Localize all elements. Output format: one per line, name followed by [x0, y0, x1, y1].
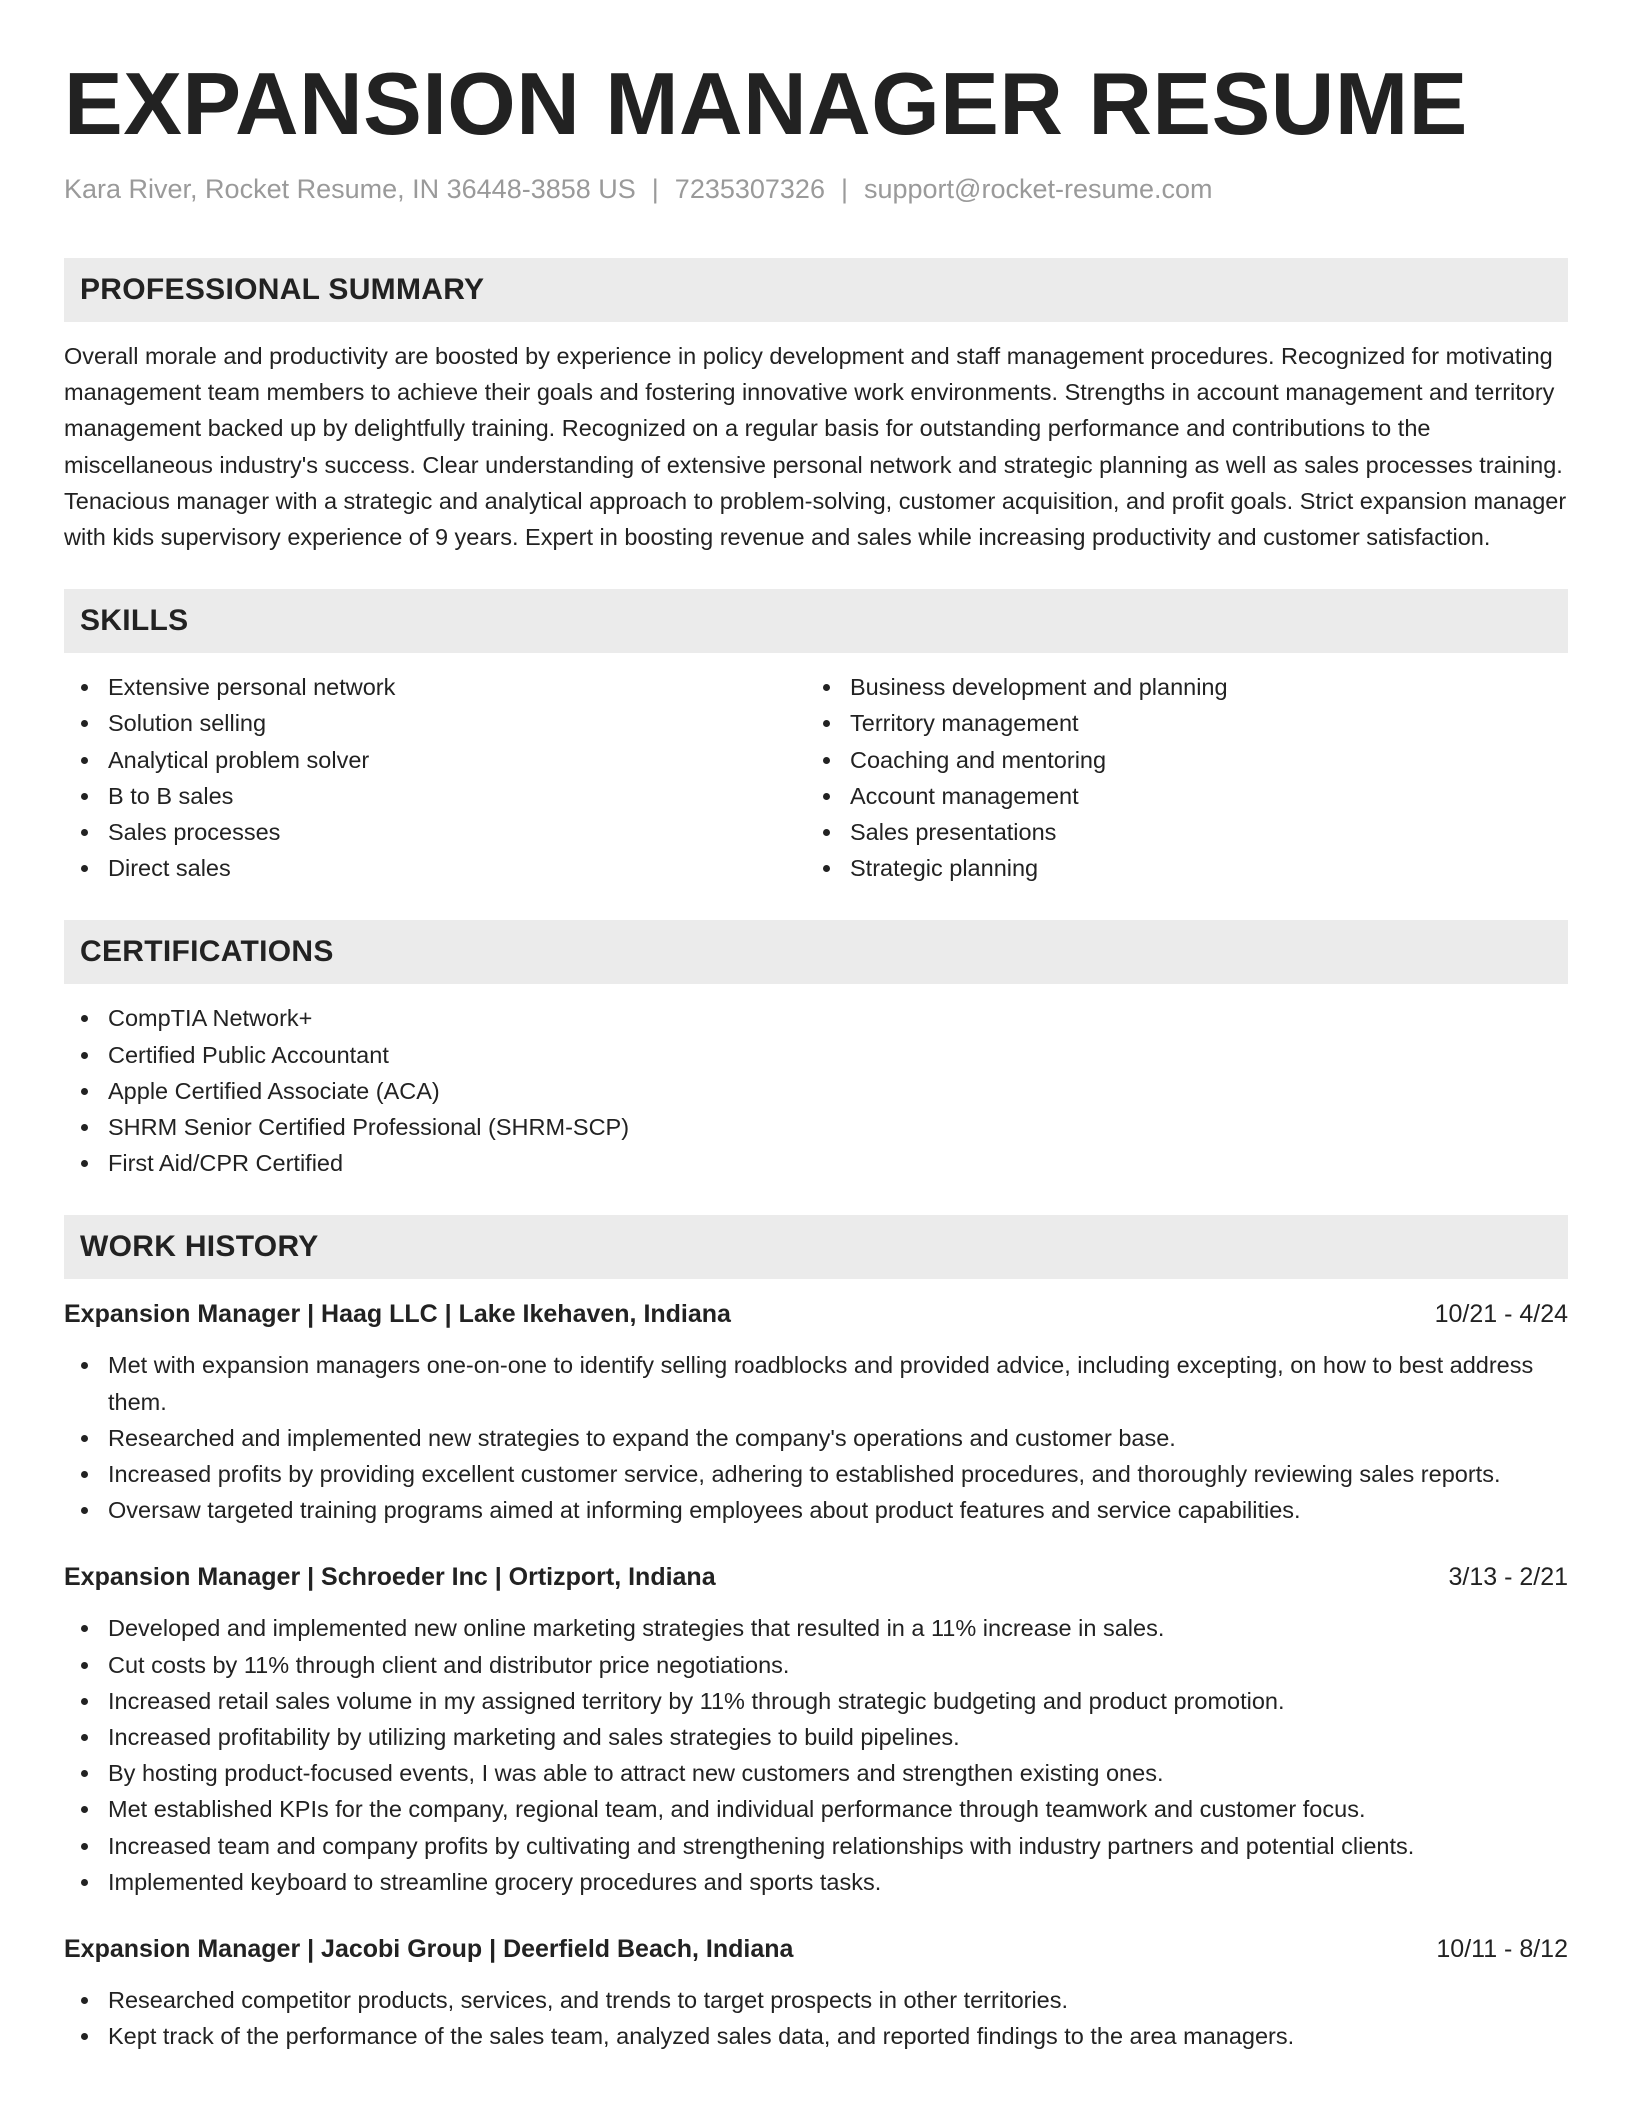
certification-item: Apple Certified Associate (ACA): [64, 1073, 1568, 1109]
certifications-heading: CERTIFICATIONS: [64, 920, 1568, 984]
skill-item: Coaching and mentoring: [806, 742, 1548, 778]
skill-item: Solution selling: [64, 705, 806, 741]
job-header: [64, 1932, 1568, 1966]
job-bullet: Met with expansion managers one-on-one to identify selling roadblocks and provided advice, including excepting, on how to best address them.: [64, 1347, 1568, 1419]
summary-heading: PROFESSIONAL SUMMARY: [64, 258, 1568, 322]
job-bullet: Implemented keyboard to streamline grocery procedures and sports tasks.: [64, 1864, 1568, 1900]
job-bullet: Increased profits by providing excellent customer service, adhering to established procedures, and thoroughly reviewing sales reports.: [64, 1456, 1568, 1492]
summary-text: Overall morale and productivity are boosted by experience in policy development and staff management procedures. Recognized for motivating management team members to achieve their goals and fostering innovative work environments. Strengths in account management and territory management backed up by delightfully training. Recognized on a regular basis for outstanding performance and contributions to the miscellaneous industry's success. Clear understanding of extensive personal network and strategic planning as well as sales processes training. Tenacious manager with a strategic and analytical approach to problem-solving, customer acquisition, and profit goals. Strict expansion manager with kids supervisory experience of 9 years. Expert in boosting revenue and sales while increasing productivity and customer satisfaction.: [64, 343, 1567, 551]
skill-item: Analytical problem solver: [64, 742, 806, 778]
job-bullets: [64, 1982, 1568, 2054]
job-bullet: Oversaw targeted training programs aimed at informing employees about product features and service capabilities.: [64, 1492, 1568, 1528]
resume-page: [64, 0, 1568, 2055]
job-bullet: Increased profitability by utilizing marketing and sales strategies to build pipelines.: [64, 1719, 1568, 1755]
skill-item: Direct sales: [64, 850, 806, 886]
certifications-list: [64, 1000, 1568, 1181]
skill-item: Account management: [806, 778, 1548, 814]
certification-item: CompTIA Network+: [64, 1000, 1568, 1036]
skills-columns: [64, 653, 1568, 886]
job-bullet: Developed and implemented new online marketing strategies that resulted in a 11% increase in sales.: [64, 1610, 1568, 1646]
skill-item: Strategic planning: [806, 850, 1548, 886]
job-bullet: Increased retail sales volume in my assigned territory by 11% through strategic budgeting and product promotion.: [64, 1683, 1568, 1719]
certification-item: First Aid/CPR Certified: [64, 1145, 1568, 1181]
job-title: Expansion Manager | Jacobi Group | Deerfield Beach, Indiana: [64, 1935, 794, 1964]
contact-address: Kara River, Rocket Resume, IN 36448-3858 US: [64, 174, 636, 204]
job-bullet: Researched and implemented new strategies to expand the company's operations and customer base.: [64, 1420, 1568, 1456]
job-header: [64, 1297, 1568, 1331]
contact-phone: 7235307326: [674, 174, 825, 204]
job-entry: [64, 1297, 1568, 1528]
skills-heading: SKILLS: [64, 589, 1568, 653]
skill-item: Sales processes: [64, 814, 806, 850]
job-dates: 3/13 - 2/21: [1448, 1563, 1568, 1592]
job-bullet: Met established KPIs for the company, regional team, and individual performance through teamwork and customer focus.: [64, 1791, 1568, 1827]
contact-line: [64, 172, 1568, 206]
job-header: [64, 1560, 1568, 1594]
skill-item: B to B sales: [64, 778, 806, 814]
skills-list-right: [806, 669, 1548, 886]
job-entry: [64, 1932, 1568, 2054]
job-bullet: Researched competitor products, services, and trends to target prospects in other territories.: [64, 1982, 1568, 2018]
job-entry: [64, 1560, 1568, 1900]
job-dates: 10/21 - 4/24: [1434, 1300, 1568, 1329]
job-bullet: Increased team and company profits by cultivating and strengthening relationships with industry partners and potential clients.: [64, 1828, 1568, 1864]
job-dates: 10/11 - 8/12: [1436, 1935, 1568, 1964]
certification-item: Certified Public Accountant: [64, 1037, 1568, 1073]
contact-separator: |: [840, 174, 848, 204]
skills-list-left: [64, 669, 806, 886]
job-title: Expansion Manager | Schroeder Inc | Ortizport, Indiana: [64, 1563, 716, 1592]
job-bullets: [64, 1347, 1568, 1528]
skill-item: Extensive personal network: [64, 669, 806, 705]
job-bullets: [64, 1610, 1568, 1900]
skill-item: Territory management: [806, 705, 1548, 741]
job-title: Expansion Manager | Haag LLC | Lake Ikehaven, Indiana: [64, 1300, 731, 1329]
resume-title: EXPANSION MANAGER RESUME: [64, 54, 1468, 153]
contact-email[interactable]: support@rocket-resume.com: [863, 174, 1213, 204]
skill-item: Sales presentations: [806, 814, 1548, 850]
job-bullet: Cut costs by 11% through client and distributor price negotiations.: [64, 1647, 1568, 1683]
skill-item: Business development and planning: [806, 669, 1548, 705]
work-history-heading: WORK HISTORY: [64, 1215, 1568, 1279]
job-bullet: Kept track of the performance of the sales team, analyzed sales data, and reported findings to the area managers.: [64, 2018, 1568, 2054]
job-bullet: By hosting product-focused events, I was able to attract new customers and strengthen existing ones.: [64, 1755, 1568, 1791]
certification-item: SHRM Senior Certified Professional (SHRM-SCP): [64, 1109, 1568, 1145]
contact-separator: |: [651, 174, 659, 204]
